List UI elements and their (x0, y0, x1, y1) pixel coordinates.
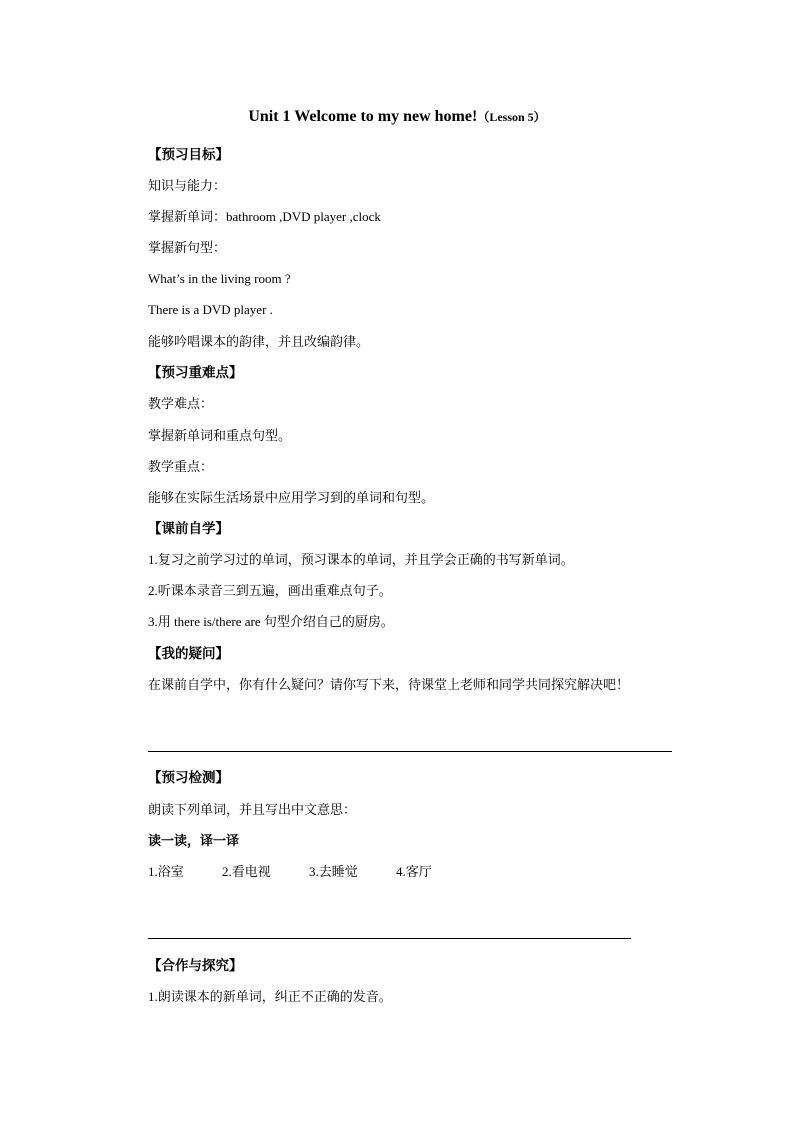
self-study-line: 3.用 there is/there are 句型介绍自己的厨房。 (148, 614, 394, 629)
vocab-item: 3.去睡觉 (309, 864, 358, 879)
goals-line: 知识与能力： (148, 178, 227, 193)
answer-line (148, 751, 672, 752)
title-lesson: （Lesson 5） (477, 110, 546, 124)
self-study-line: 1.复习之前学习过的单词，预习课本的单词，并且学会正确的书写新单词。 (148, 552, 574, 567)
key-points-line: 教学重点： (148, 459, 214, 474)
key-points-line: 教学难点： (148, 396, 214, 411)
goals-line: 掌握新单词：bathroom ,DVD player ,clock (148, 209, 381, 224)
self-study-line: 2.听课本录音三到五遍，画出重难点句子。 (148, 583, 392, 598)
check-instruction: 朗读下列单词，并且写出中文意思： (148, 802, 357, 817)
key-points-line: 掌握新单词和重点句型。 (148, 428, 292, 443)
section-heading-check: 【预习检测】 (148, 770, 229, 785)
check-subheading: 读一读，译一译 (148, 833, 240, 848)
goals-line: 能够吟唱课本的韵律，并且改编韵律。 (148, 334, 370, 349)
questions-line: 在课前自学中，你有什么疑问？请你写下来，待课堂上老师和同学共同探究解决吧！ (148, 677, 630, 692)
cooperation-line: 1.朗读课本的新单词，纠正不正确的发音。 (148, 989, 392, 1004)
section-heading-goals: 【预习目标】 (148, 147, 229, 162)
section-heading-self-study: 【课前自学】 (148, 521, 229, 536)
answer-line (148, 938, 631, 939)
vocab-list (148, 863, 432, 881)
section-heading-questions: 【我的疑问】 (148, 646, 229, 661)
vocab-item: 4.客厅 (396, 864, 432, 879)
key-points-line: 能够在实际生活场景中应用学习到的单词和句型。 (148, 490, 435, 505)
section-heading-key-points: 【预习重难点】 (148, 365, 243, 380)
section-heading-cooperation: 【合作与探究】 (148, 958, 243, 973)
goals-line: 掌握新句型： (148, 240, 227, 255)
goals-line: What’s in the living room ? (148, 271, 291, 286)
title-text: Unit 1 Welcome to my new home! (248, 108, 478, 125)
page-title (0, 106, 794, 128)
vocab-item: 1.浴室 (148, 864, 184, 879)
goals-line: There is a DVD player . (148, 302, 273, 317)
vocab-item: 2.看电视 (222, 864, 271, 879)
